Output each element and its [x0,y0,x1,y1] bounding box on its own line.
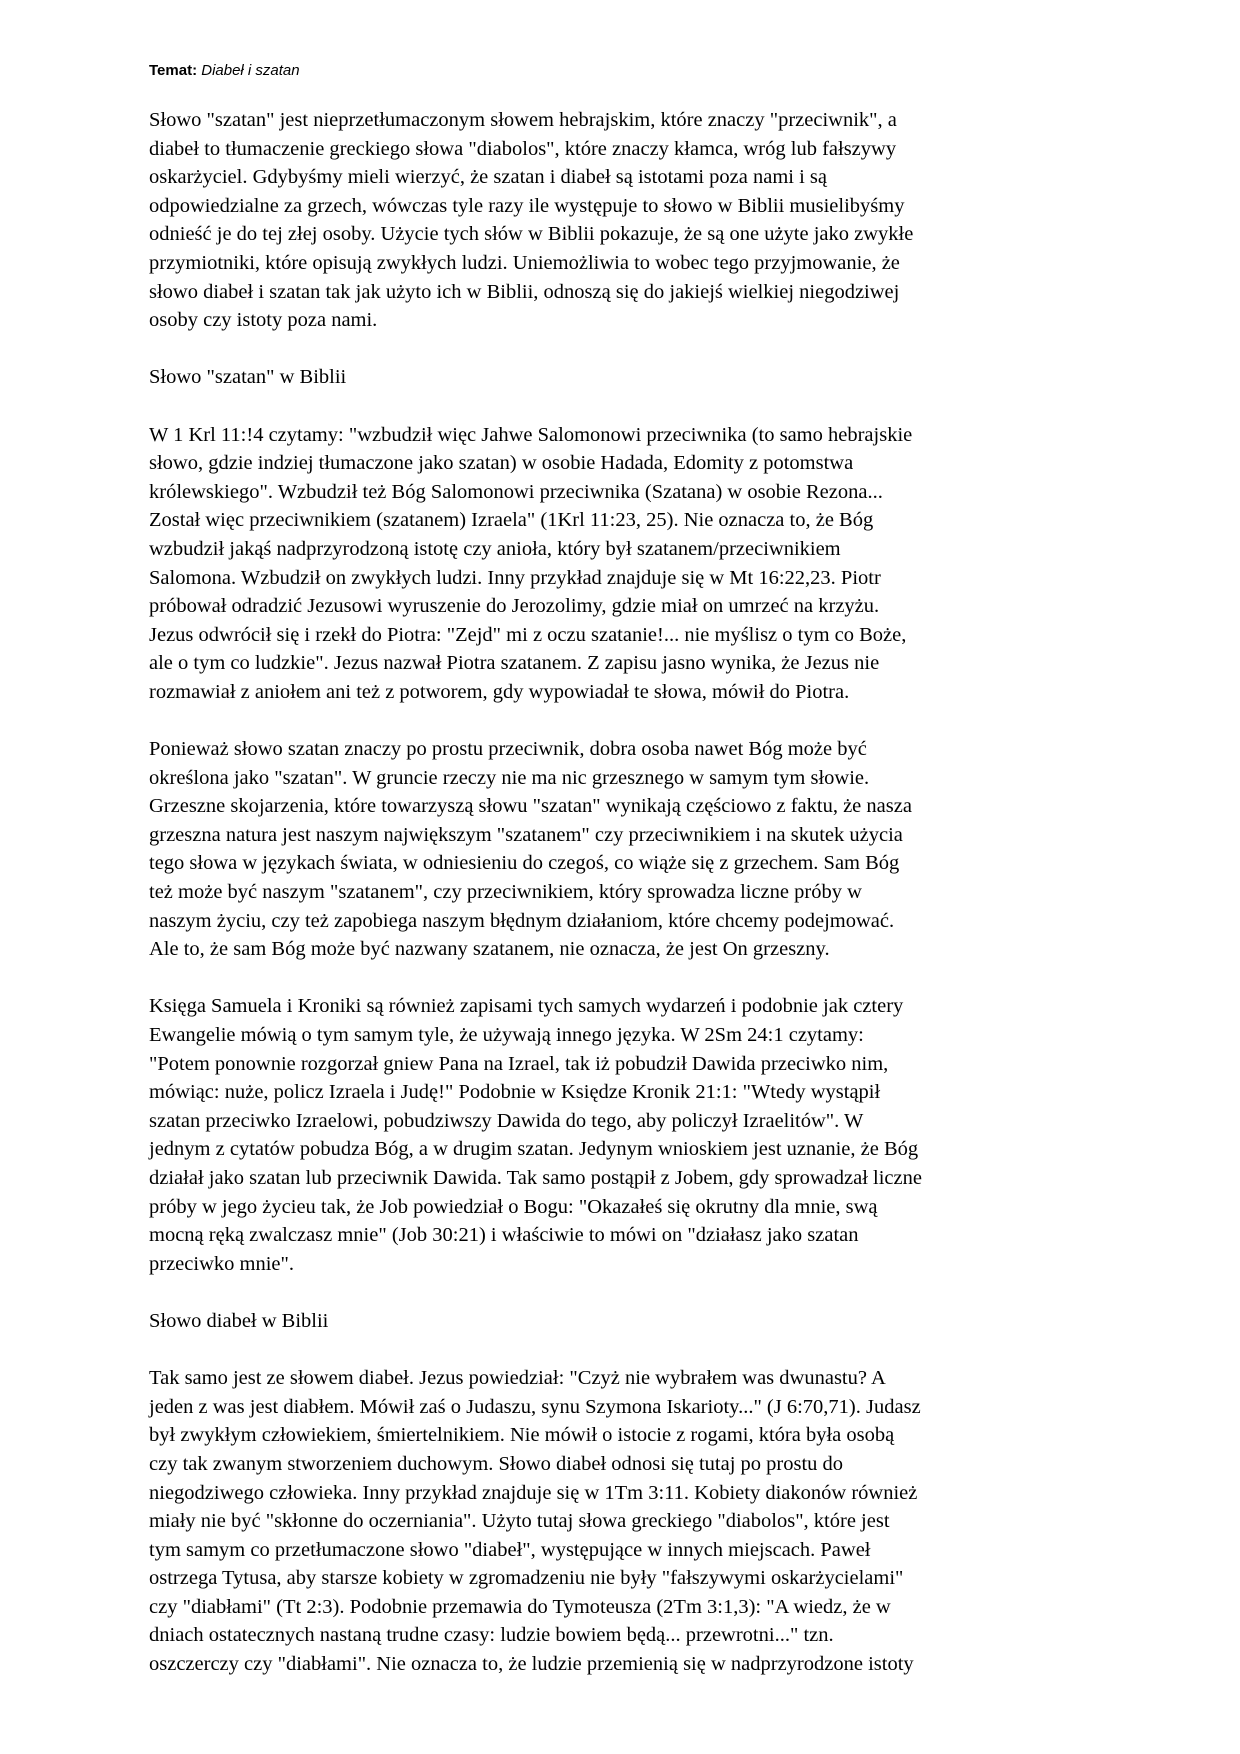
text-line: odpowiedzialne za grzech, wówczas tyle razy ile występuje to słowo w Biblii musielibyśmy [149,194,905,217]
text-line: czy tak zwanym stworzeniem duchowym. Słowo diabeł odnosi się tutaj po prostu do [149,1452,844,1475]
text-line: rozmawiał z aniołem ani też z potworem, gdy wypowiadał te słowa, mówił do Piotra. [149,680,850,703]
text-line: tego słowa w językach świata, w odniesieniu do czegoś, co wiąże się z grzechem. Sam Bóg [149,852,900,875]
topic-label: Temat: [149,62,198,79]
text-line: był zwykłym człowiekiem, śmiertelnikiem. Nie mówił o istocie z rogami, która była osobą [149,1424,895,1447]
text-line: "Potem ponownie rozgorzał gniew Pana na Izrael, tak iż pobudził Dawida przeciwko nim, [149,1052,889,1075]
text-line: Grzeszne skojarzenia, które towarzyszą słowu "szatan" wynikają częściowo z faktu, że nasza [149,795,912,818]
text-line: W 1 Krl 11:!4 czytamy: "wzbudził więc Jahwe Salomonowi przeciwnika (to samo hebrajskie [149,423,913,446]
text-line: próby w jego życieu tak, że Job powiedział o Bogu: "Okazałeś się okrutny dla mnie, swą [149,1195,878,1218]
text-line: szatan przeciwko Izraelowi, pobudziwszy Dawida do tego, aby policzył Izraelitów". W [149,1109,864,1132]
text-line: tym samym co przetłumaczone słowo "diabeł", występujące w innych miejscach. Paweł [149,1538,871,1561]
paragraph [149,421,1095,707]
text-line: też może być naszym "szatanem", czy przeciwnikiem, który sprowadza liczne próby w [149,881,862,904]
text-line: działał jako szatan lub przeciwnik Dawida. Tak samo postąpił z Jobem, gdy sprowadzał liczne [149,1166,922,1189]
text-line: Ponieważ słowo szatan znaczy po prostu przeciwnik, dobra osoba nawet Bóg może być [149,738,867,761]
text-line: dniach ostatecznych nastaną trudne czasy: ludzie bowiem będą... przewrotni..." tzn. [149,1624,834,1647]
text-line: oskarżyciel. Gdybyśmy mieli wierzyć, że szatan i diabeł są istotami poza nami i są [149,166,827,189]
text-line: Salomona. Wzbudził on zwykłych ludzi. Inny przykład znajduje się w Mt 16:22,23. Piotr [149,566,881,589]
text-line: jeden z was jest diabłem. Mówił zaś o Judaszu, synu Szymona Iskarioty..." (J 6:70,71). Judasz [149,1395,921,1418]
text-line: próbował odradzić Jezusowi wyruszenie do Jerozolimy, gdzie miał on umrzeć na krzyżu. [149,595,880,618]
document-page [149,56,1095,1707]
topic-header [149,56,1095,86]
text-line: Jezus odwrócił się i rzekł do Piotra: "Zejd" mi z oczu szatanie!... nie myślisz o tym co Boże, [149,623,907,646]
text-line: określona jako "szatan". W gruncie rzeczy nie ma nic grzesznego w samym tym słowie. [149,766,870,789]
section-heading [149,363,1095,392]
paragraph [149,1364,1095,1679]
text-line: przymiotniki, które opisują zwykłych ludzi. Uniemożliwia to wobec tego przyjmowanie, że [149,251,900,274]
document-body [149,106,1095,1679]
text-line: naszym życiu, czy też zapobiega naszym błędnym działaniom, które chcemy podejmować. [149,909,895,932]
text-line: przeciwko mnie". [149,1252,294,1275]
text-line: Słowo "szatan" w Biblii [149,366,347,389]
paragraph [149,735,1095,964]
text-line: niegodziwego człowieka. Inny przykład znajduje się w 1Tm 3:11. Kobiety diakonów również [149,1481,918,1504]
text-line: osoby czy istoty poza nami. [149,309,378,332]
text-line: Tak samo jest ze słowem diabeł. Jezus powiedział: "Czyż nie wybrałem was dwunastu? A [149,1367,886,1390]
topic-title: Diabeł i szatan [201,62,300,79]
text-line: Został więc przeciwnikiem (szatanem) Izraela" (1Krl 11:23, 25). Nie oznacza to, że Bóg [149,509,874,532]
text-line: słowo, gdzie indziej tłumaczone jako szatan) w osobie Hadada, Edomity z potomstwa [149,452,854,475]
text-line: oszczerczy czy "diabłami". Nie oznacza to, że ludzie przemienią się w nadprzyrodzone istoty [149,1653,914,1676]
text-line: Słowo "szatan" jest nieprzetłumaczonym słowem hebrajskim, które znaczy "przeciwnik", a [149,109,897,131]
paragraph [149,992,1095,1278]
text-line: miały nie być "skłonne do oczerniania". Użyto tutaj słowa greckiego "diabolos", które jest [149,1510,890,1533]
text-line: czy "diabłami" (Tt 2:3). Podobnie przemawia do Tymoteusza (2Tm 3:1,3): "A wiedz, że w [149,1595,891,1618]
text-line: mocną ręką zwalczasz mnie" (Job 30:21) i właściwie to mówi on "działasz jako szatan [149,1224,859,1247]
text-line: ostrzega Tytusa, aby starsze kobiety w zgromadzeniu nie były "fałszywymi oskarżycielami" [149,1567,904,1590]
text-line: Ewangelie mówią o tym samym tyle, że używają innego języka. W 2Sm 24:1 czytamy: [149,1024,864,1046]
text-line: jednym z cytatów pobudza Bóg, a w drugim szatan. Jedynym wnioskiem jest uznanie, że Bóg [149,1138,919,1161]
text-line: odnieść je do tej złej osoby. Użycie tych słów w Biblii pokazuje, że są one użyte jako zwykłe [149,223,914,246]
text-line: diabeł to tłumaczenie greckiego słowa "diabolos", które znaczy kłamca, wróg lub fałszywy [149,137,897,160]
text-line: królewskiego". Wzbudził też Bóg Salomonowi przeciwnika (Szatana) w osobie Rezona... [149,480,883,503]
section-heading [149,1307,1095,1336]
text-line: Ale to, że sam Bóg może być nazwany szatanem, nie oznacza, że jest On grzeszny. [149,938,830,961]
text-line: słowo diabeł i szatan tak jak użyto ich w Biblii, odnoszą się do jakiejś wielkiej niegodziwej [149,280,900,303]
paragraph [149,106,1095,335]
text-line: Słowo diabeł w Biblii [149,1309,329,1332]
text-line: grzeszna natura jest naszym największym "szatanem" czy przeciwnikiem i na skutek użycia [149,823,903,846]
text-line: ale o tym co ludzkie". Jezus nazwał Piotra szatanem. Z zapisu jasno wynika, że Jezus nie [149,652,880,675]
text-line: wzbudził jakąś nadprzyrodzoną istotę czy anioła, który był szatanem/przeciwnikiem [149,537,841,560]
text-line: mówiąc: nuże, policz Izraela i Judę!" Podobnie w Księdze Kronik 21:1: "Wtedy wystąpił [149,1081,881,1104]
text-line: Księga Samuela i Kroniki są również zapisami tych samych wydarzeń i podobnie jak cztery [149,995,904,1018]
